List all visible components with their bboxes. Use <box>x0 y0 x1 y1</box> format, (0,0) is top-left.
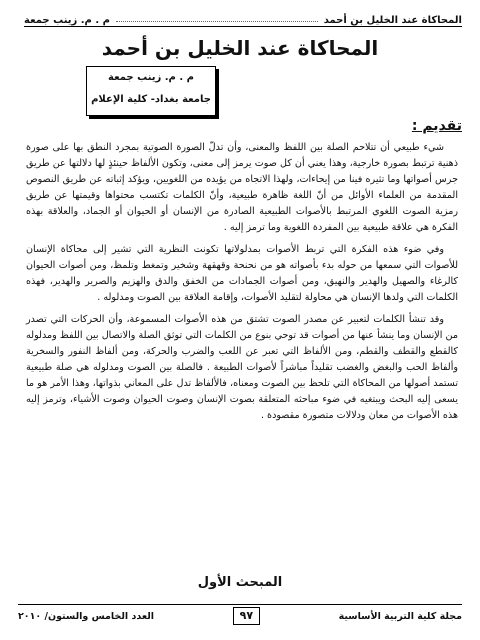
article-title: المحاكاة عند الخليل بن أحمد <box>101 36 379 60</box>
paragraph-3: وقد تنشأ الكلمات لتعبير عن مصدر الصوت تشتق من هذه الأصوات المسموعة، وأن الحركات التي تصدر من الإنسان وما ينشأ عنها من أصوات قد توحي بنوع من الكلمات التي توثق الصلة والاتصال بين اللفظ ومدلوله كالقطع والقطف والقطم، ومن الألفاظ التي تعبر عن اللعب والضرب والحركة، ومن ألفاظ النفور والسخرية وألفاظ الحب والبغض والغضب تقليداً مباشراً لأصوات الطبيعة . فالصلة بين الصوت ومدلوله هي صلة طبيعية تستمد أصولها من المحاكاة التي تلحظ بين الصوت ومعناه، فالألفاظ تدل على المعاني بذواتها، وهذا الأمر هو ما يسعى إليه البحث ويبتغيه في ضوء مباحثه المتعلقة بصوت الإنسان وصوت الحيوان وصوت الأشياء، وترمز إليه هذه الأصوات من معان ودلالات متصورة مقصودة . <box>26 314 458 421</box>
header-dotted-rule <box>116 21 318 22</box>
page-footer <box>18 604 462 627</box>
author-name: م . م. زينب جمعة <box>108 72 194 83</box>
intro-heading: تقديم : <box>411 118 462 134</box>
footer-issue: العدد الخامس والستون/ ٢٠١٠ <box>18 610 155 622</box>
running-header <box>24 4 462 27</box>
paragraph-2: وفي ضوء هذه الفكرة التي تربط الأصوات بمدلولاتها تكونت النظرية التي تشير إلى محاكاة الإنسان للأصوات التي سمعها من حوله بدء بأصواته هو من نحنحة وقهقهة وشخير وتمغط وتلمظ، ومن أصوات الحيوان كالرغاء والصهيل والهدير والنهيق، ومن أصوات الجمادات من الخفق والدق والهزيم والصرير والهدير، فهذه الكلمات التي ولدها الإنسان هي محاولة لتقليد الأصوات، وإقامة العلاقة بين الصوت ومدلوله . <box>26 244 458 303</box>
author-box <box>86 66 216 116</box>
body-text <box>26 140 458 430</box>
paragraph-1: شيء طبيعي أن تتلاحم الصلة بين اللفظ والمعنى، وأن تدلّ الصورة الصوتية بمجرد النطق بها على صورة ذهنية ترتبط بصورة خارجية، وهذا يعني أن كل صوت يرمز إلى معنى، وتكون الألفاظ حينئذٍ لها دلالتها عن طريق جرس أصواتها وما تثيره فينا من إيحاءات، ولهذا الاتجاه من يؤيده من اللغويين، ويؤكد إثباته عن طريق النصوص المقدمة من العلماء الأوائل من أنّ اللغة ظاهرة طبيعية، وأنّ الكلمات تكتسب محتواها وقيمتها عن طريق رمزية الصوت اللغوي المرتبط بالأصوات الطبيعية الصادرة من الإنسان أو الحيوان أو الجماد، والعلاقة بهذه الفكرة هي علاقة طبيعية بين المفردة اللغوية وما ترمز إليه . <box>26 142 458 233</box>
header-author: م . م. زينب جمعة <box>24 15 110 26</box>
page-number: ٩٧ <box>233 607 260 625</box>
author-affiliation: جامعة بغداد- كلية الإعلام <box>91 94 211 105</box>
header-article-title: المحاكاة عند الخليل بن أحمد <box>323 15 462 26</box>
footer-journal: مجلة كلية التربية الأساسية <box>338 610 462 622</box>
section-heading: المبحث الأول <box>197 575 283 590</box>
